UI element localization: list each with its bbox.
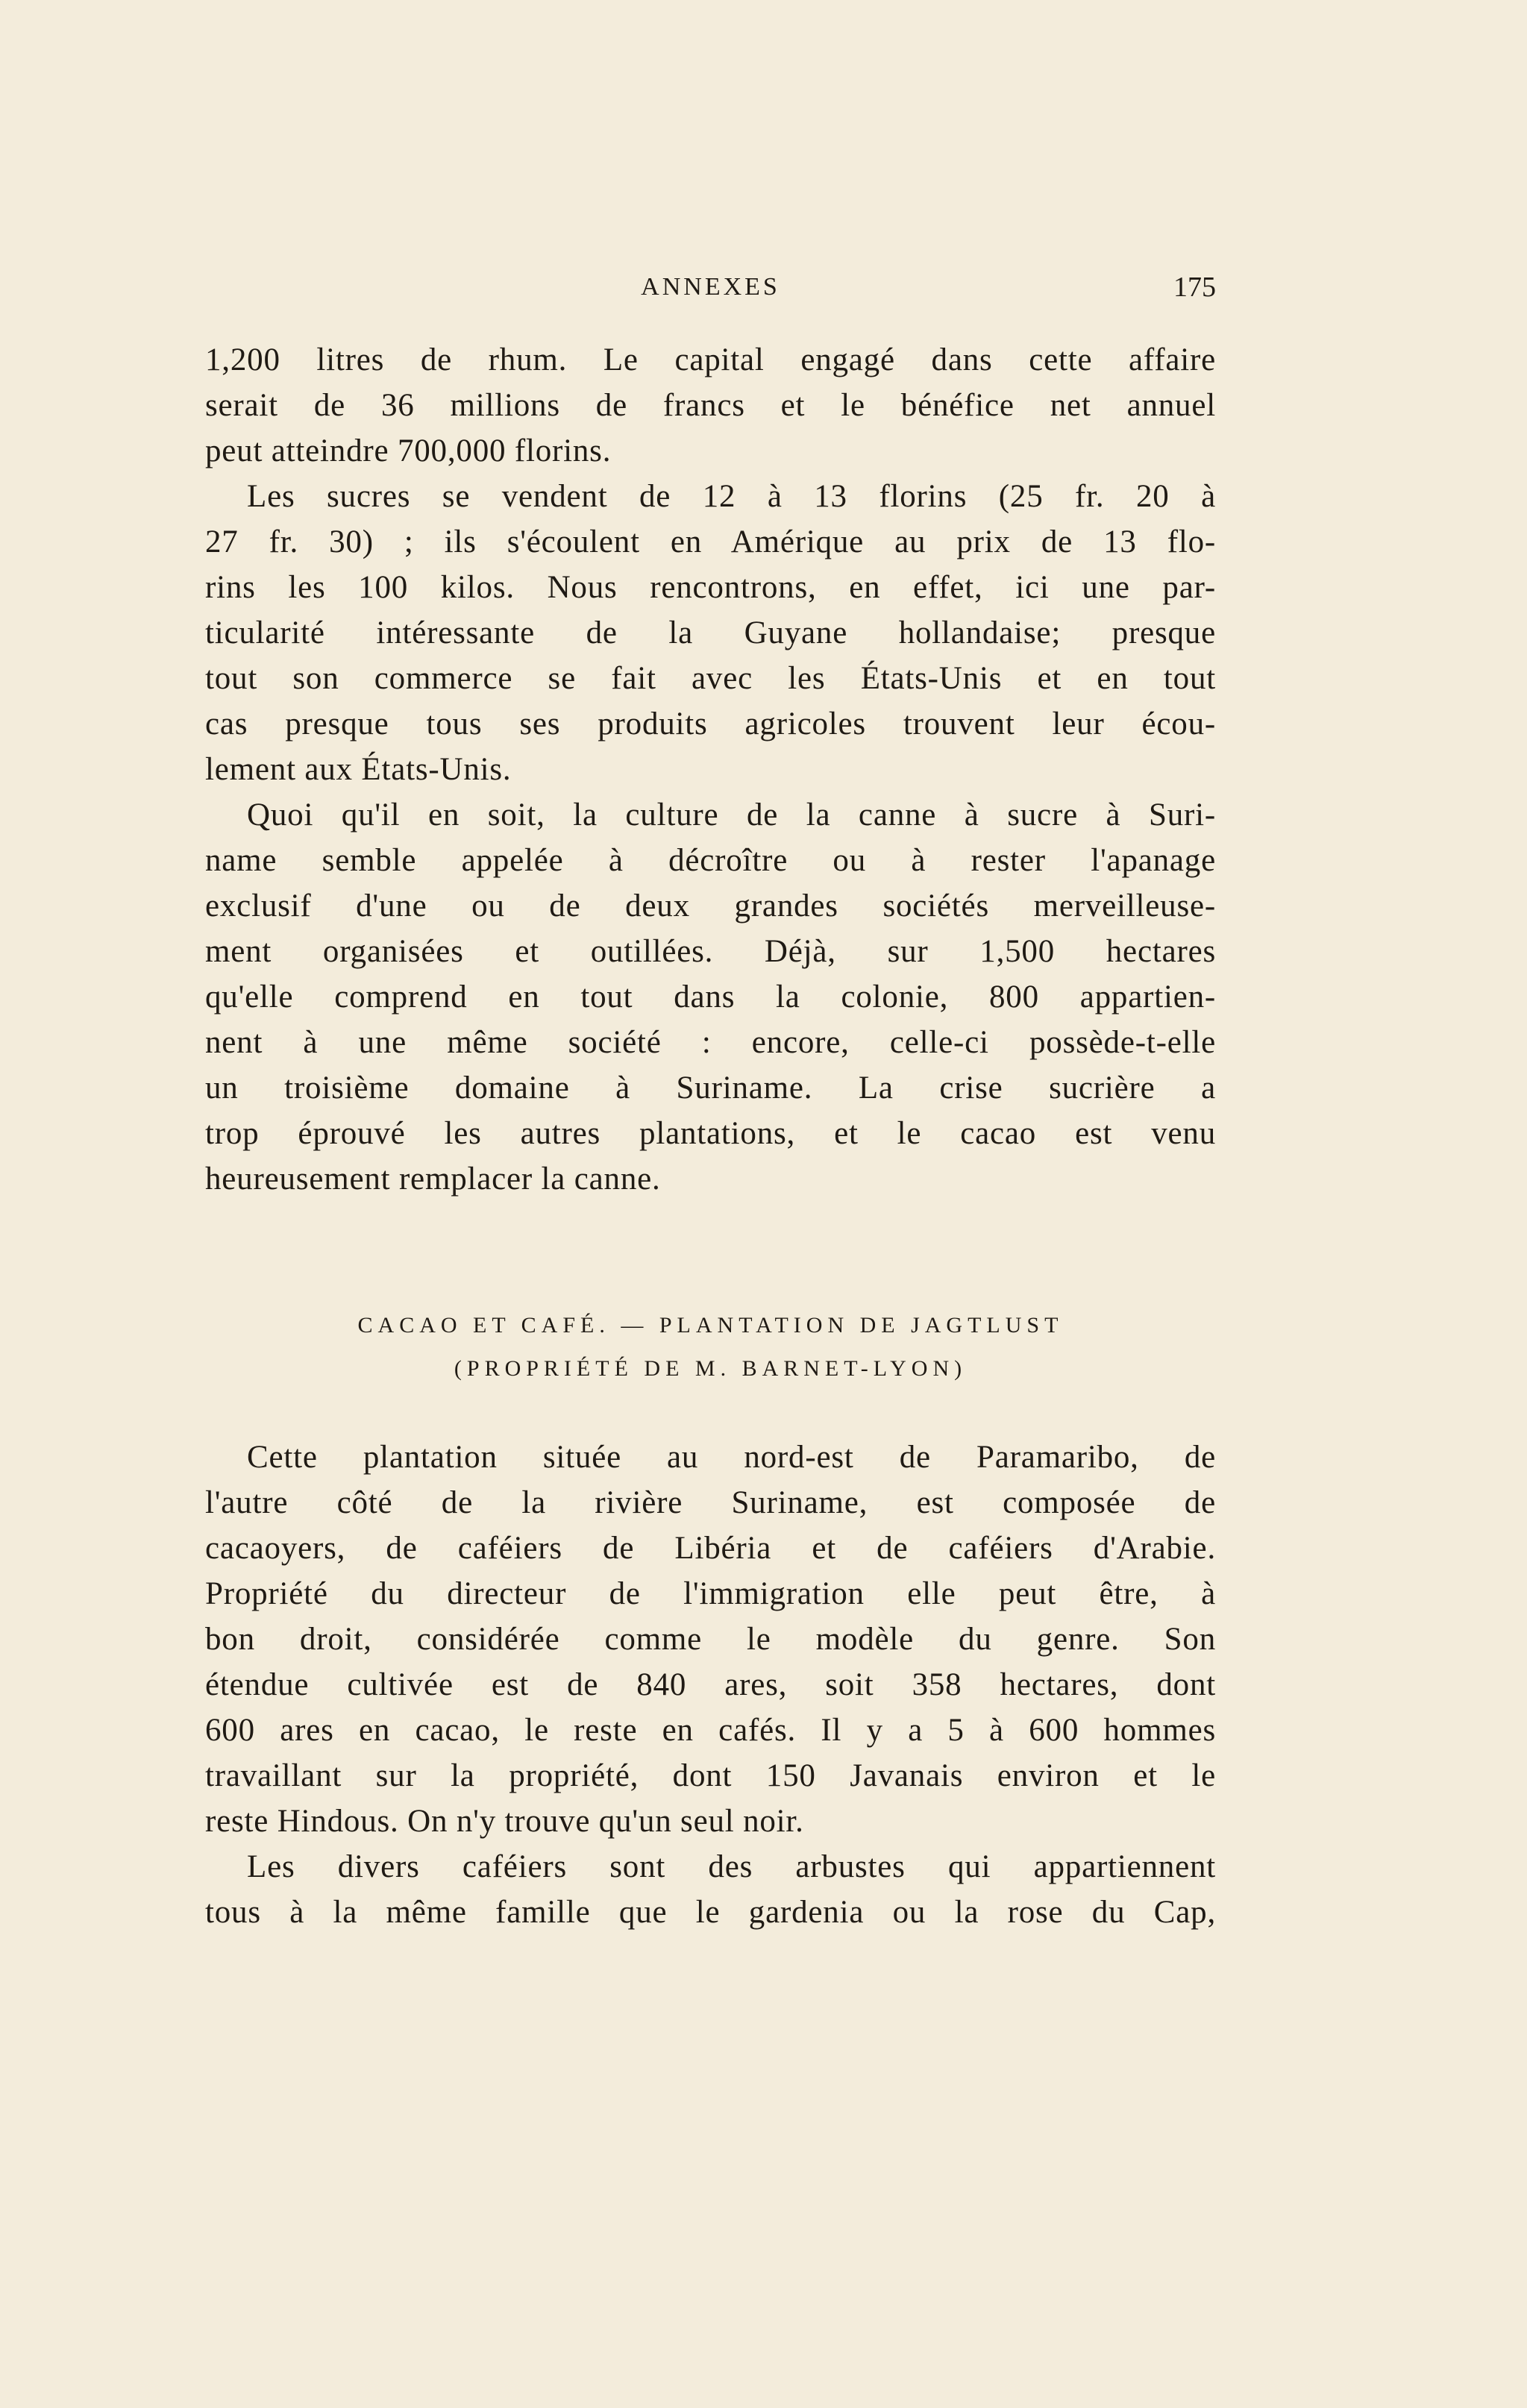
text-line: 27 fr. 30) ; ils s'écoulent en Amérique au prix de 13 flo-	[205, 524, 1216, 559]
text-line: rins les 100 kilos. Nous rencontrons, en effet, ici une par-	[205, 570, 1216, 605]
text-line: tout son commerce se fait avec les États-Unis et en tout	[205, 661, 1216, 696]
text-line: lement aux États-Unis.	[205, 752, 512, 787]
text-line: qu'elle comprend en tout dans la colonie, 800 appartien-	[205, 979, 1216, 1015]
text-line: reste Hindous. On n'y trouve qu'un seul noir.	[205, 1804, 804, 1839]
text-line: heureusement remplacer la canne.	[205, 1161, 661, 1197]
text-line: bon droit, considérée comme le modèle du genre. Son	[205, 1622, 1216, 1657]
page-header	[205, 269, 1216, 306]
section-heading-title: CACAO ET CAFÉ. — PLANTATION DE JAGTLUST	[357, 1313, 1064, 1338]
text-line: Les divers caféiers sont des arbustes qui appartiennent	[247, 1849, 1216, 1884]
body-text-block-1	[205, 337, 1216, 1202]
section-heading-subtitle: (PROPRIÉTÉ DE M. BARNET-LYON)	[454, 1356, 968, 1381]
section-heading	[205, 1304, 1216, 1390]
text-line: étendue cultivée est de 840 ares, soit 358 hectares, dont	[205, 1667, 1216, 1702]
text-line: cacaoyers, de caféiers de Libéria et de caféiers d'Arabie.	[205, 1531, 1216, 1566]
text-line: Propriété du directeur de l'immigration elle peut être, à	[205, 1576, 1216, 1611]
text-line: un troisième domaine à Suriname. La crise sucrière a	[205, 1070, 1216, 1106]
text-line: ticularité intéressante de la Guyane hollandaise; presque	[205, 615, 1216, 650]
text-line: nent à une même société : encore, celle-ci possède-t-elle	[205, 1025, 1216, 1060]
text-line: 1,200 litres de rhum. Le capital engagé dans cette affaire	[205, 342, 1216, 377]
text-line: l'autre côté de la rivière Suriname, est composée de	[205, 1485, 1216, 1520]
text-line: travaillant sur la propriété, dont 150 Javanais environ et le	[205, 1758, 1216, 1793]
text-line: Cette plantation située au nord-est de Paramaribo, de	[247, 1440, 1216, 1475]
text-line: Les sucres se vendent de 12 à 13 florins (25 fr. 20 à	[247, 479, 1216, 514]
text-line: serait de 36 millions de francs et le bénéfice net annuel	[205, 388, 1216, 423]
text-line: peut atteindre 700,000 florins.	[205, 433, 612, 468]
text-line: exclusif d'une ou de deux grandes sociétés merveilleuse-	[205, 888, 1216, 924]
text-line: trop éprouvé les autres plantations, et le cacao est venu	[205, 1116, 1216, 1151]
text-line: Quoi qu'il en soit, la culture de la canne à sucre à Suri-	[247, 797, 1216, 833]
text-line: name semble appelée à décroître ou à rester l'apanage	[205, 843, 1216, 878]
text-line: tous à la même famille que le gardenia ou la rose du Cap,	[205, 1895, 1216, 1930]
text-line: 600 ares en cacao, le reste en cafés. Il y a 5 à 600 hommes	[205, 1713, 1216, 1748]
text-line: ment organisées et outillées. Déjà, sur 1,500 hectares	[205, 934, 1216, 969]
running-title: ANNEXES	[641, 273, 780, 301]
page-number: 175	[1173, 272, 1216, 303]
text-line: cas presque tous ses produits agricoles trouvent leur écou-	[205, 706, 1216, 741]
body-text-block-2	[205, 1435, 1216, 1935]
